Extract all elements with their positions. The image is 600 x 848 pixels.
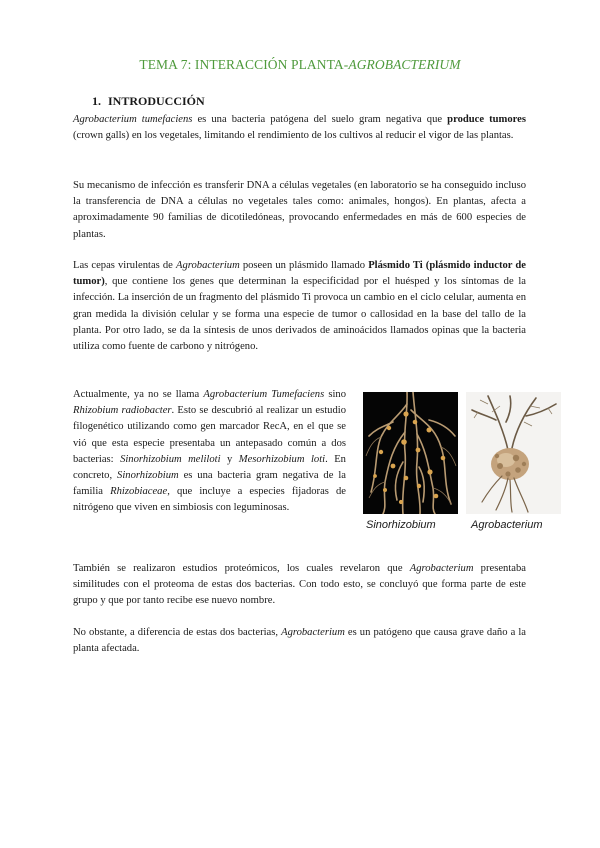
text-span: , que incluye a especies fijadoras de nitrógeno que viven en simbiosis con leguminosas. bbox=[73, 486, 346, 514]
section-number: 1. bbox=[92, 94, 101, 108]
paragraph-3 bbox=[73, 258, 526, 355]
title-main: TEMA 7: INTERACCIÓN PLANTA- bbox=[139, 57, 349, 72]
text-span: También se realizaron estudios proteómicos, los cuales revelaron que bbox=[73, 563, 410, 574]
species-name: Agrobacterium bbox=[175, 260, 240, 271]
paragraph-2: Su mecanismo de infección es transferir DNA a células vegetales (en laboratorio se ha conseguido incluso la transferencia de DNA a células no vegetales tales como: animales, hongos). En plantas, afecta a aproximadamente 90 familias de dicotiledóneas, provocando enfermedades en más de 600 especies de plantas. bbox=[73, 180, 526, 240]
caption-sinorhizobium: Sinorhizobium bbox=[366, 519, 436, 531]
text-span: es una bacteria gram negativa de la familia bbox=[73, 470, 346, 498]
text-span: poseen un plásmido llamado bbox=[239, 260, 369, 271]
text-span: Actualmente, ya no se llama bbox=[73, 389, 204, 400]
species-name: Agrobacterium bbox=[409, 563, 474, 574]
section-title: INTRODUCCIÓN bbox=[108, 94, 205, 108]
species-name: Sinorhizobium meliloti bbox=[120, 453, 221, 465]
species-name: Rhizobium radiobacter bbox=[73, 405, 172, 417]
species-name: Mesorhizobium loti bbox=[238, 453, 326, 465]
species-name: Agrobacterium Tumefaciens bbox=[203, 389, 325, 400]
section-heading bbox=[92, 94, 205, 109]
sinorhizobium-roots-photo bbox=[363, 392, 458, 514]
crown-gall-illustration bbox=[466, 392, 561, 514]
text-span: No obstante, a diferencia de estas dos bacterias, bbox=[73, 627, 282, 638]
species-name: Rhizobiaceae bbox=[110, 486, 168, 498]
paragraph-1 bbox=[73, 112, 526, 144]
species-name: Agrobacterium bbox=[281, 627, 345, 638]
paragraph-6 bbox=[73, 625, 526, 657]
title-italic: AGROBACTERIUM bbox=[348, 57, 461, 72]
text-span: y bbox=[220, 453, 239, 465]
text-span: . Esto se descubrió al realizar un estudio filogenético utilizando como gen marcador RecA, en el que se vió que esta especie presentaba un antepasado común a dos bacterias: bbox=[73, 405, 346, 465]
text-span: presentaba similitudes con el proteoma de estas dos bacterias. Con todo esto, se concluyó que forma parte de este grupo y que por tanto recibe ese nuevo nombre. bbox=[73, 563, 526, 607]
figure-root-comparison bbox=[363, 392, 560, 540]
text-span: , que contiene los genes que determinan la especificidad por el huésped y los síntomas de la infección. La inserción de un fragmento del plásmido Ti provoca un cambio en el ciclo celular, aumenta en gran medida la división celular y se forma una especie de tumor o callosidad en la base del tallo de la planta. Por otro lado, se da la síntesis de unos derivados de aminoácidos llamados opinas que la bacteria utiliza como fuente de carbono y nitrógeno. bbox=[73, 276, 526, 353]
caption-agrobacterium: Agrobacterium bbox=[471, 519, 543, 531]
bold-term: produce tumores bbox=[447, 114, 526, 125]
text-span: (crown galls) en los vegetales, limitando el rendimiento de los cultivos al reducir el vigor de las plantas. bbox=[73, 130, 514, 142]
text-span: Las cepas virulentas de bbox=[73, 260, 176, 271]
page-title bbox=[0, 57, 600, 73]
sinorhizobium-roots-illustration bbox=[363, 392, 458, 514]
text-span: es un patógeno que causa grave daño a la planta afectada. bbox=[73, 627, 526, 655]
text-span: sino bbox=[324, 389, 346, 400]
paragraph-4 bbox=[73, 387, 346, 517]
species-name: Sinorhizobium bbox=[117, 470, 179, 482]
paragraph-5 bbox=[73, 561, 526, 610]
text-span: . En concreto, bbox=[73, 453, 346, 482]
bold-term: Plásmido Ti (plásmido inductor de tumor) bbox=[73, 260, 526, 288]
text-span: es una bacteria patógena del suelo gram negativa que bbox=[192, 114, 448, 125]
species-name: Agrobacterium tumefaciens bbox=[73, 114, 193, 125]
agrobacterium-crown-gall-photo bbox=[466, 392, 561, 514]
